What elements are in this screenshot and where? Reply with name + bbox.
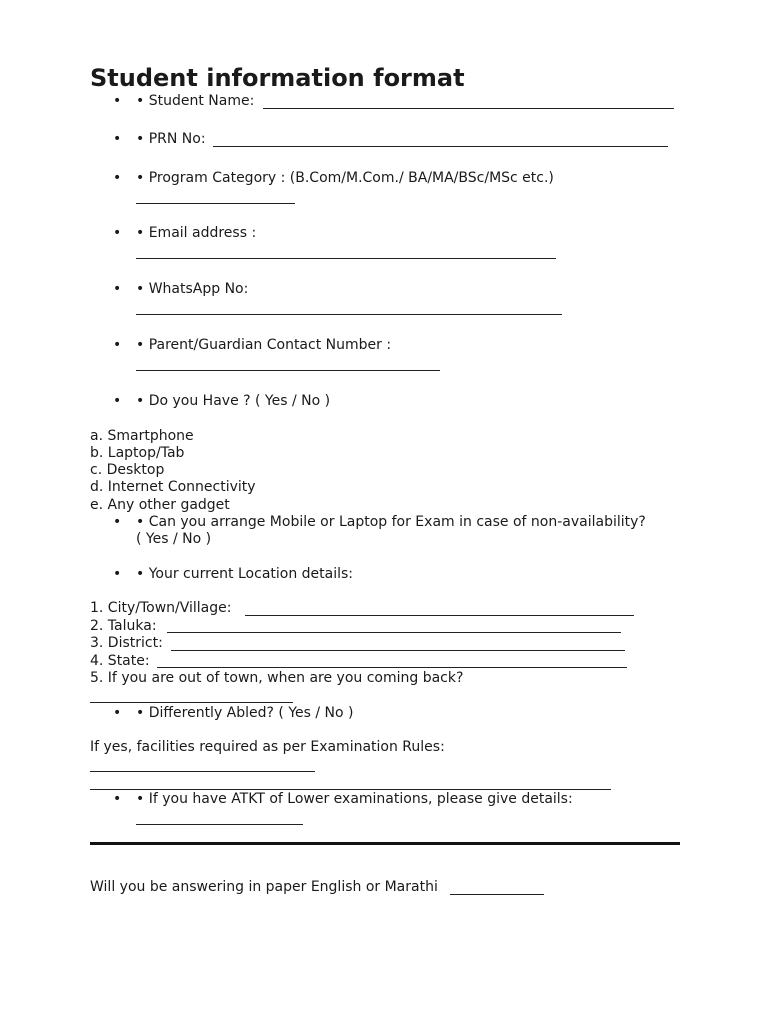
facilities-label: If yes, facilities required as per Examination Rules: [90, 739, 445, 755]
list-bullet: • [113, 337, 122, 353]
student-name-label: • Student Name: [136, 93, 255, 109]
taluka-field[interactable] [167, 632, 621, 633]
arrange-device-options: ( Yes / No ) [136, 531, 212, 547]
taluka-label: 2. Taluka: [90, 618, 157, 634]
atkt-field[interactable] [136, 824, 303, 825]
facilities-field[interactable] [90, 771, 315, 772]
return-date-field[interactable] [90, 702, 293, 703]
return-date-label: 5. If you are out of town, when are you coming back? [90, 670, 464, 686]
email-field[interactable] [136, 258, 556, 259]
district-field[interactable] [171, 650, 625, 651]
city-field[interactable] [245, 615, 634, 616]
do-you-have-label: • Do you Have ? ( Yes / No ) [136, 393, 331, 409]
state-field[interactable] [157, 667, 627, 668]
location-label: • Your current Location details: [136, 566, 354, 582]
whatsapp-label: • WhatsApp No: [136, 281, 249, 297]
list-bullet: • [113, 281, 122, 297]
city-label: 1. City/Town/Village: [90, 600, 232, 616]
list-bullet: • [113, 791, 122, 807]
email-label: • Email address : [136, 225, 257, 241]
horizontal-divider [90, 842, 680, 845]
parent-contact-field[interactable] [136, 370, 440, 371]
list-bullet: • [113, 705, 122, 721]
device-item: c. Desktop [90, 462, 165, 478]
prn-label: • PRN No: [136, 131, 206, 147]
device-item: e. Any other gadget [90, 497, 230, 513]
differently-abled-label: • Differently Abled? ( Yes / No ) [136, 705, 354, 721]
language-question-label: Will you be answering in paper English or Marathi [90, 879, 438, 895]
device-item: b. Laptop/Tab [90, 445, 185, 461]
list-bullet: • [113, 393, 122, 409]
list-bullet: • [113, 566, 122, 582]
arrange-device-label: • Can you arrange Mobile or Laptop for Exam in case of non-availability? [136, 514, 646, 530]
atkt-label: • If you have ATKT of Lower examinations, please give details: [136, 791, 573, 807]
program-category-label: • Program Category : (B.Com/M.Com./ BA/MA/BSc/MSc etc.) [136, 170, 554, 186]
page-title: Student information format [90, 64, 465, 92]
list-bullet: • [113, 131, 122, 147]
list-bullet: • [113, 514, 122, 530]
whatsapp-field[interactable] [136, 314, 562, 315]
parent-contact-label: • Parent/Guardian Contact Number : [136, 337, 392, 353]
device-item: d. Internet Connectivity [90, 479, 256, 495]
facilities-field-2[interactable] [90, 789, 611, 790]
list-bullet: • [113, 93, 122, 109]
list-bullet: • [113, 225, 122, 241]
prn-field[interactable] [213, 146, 668, 147]
district-label: 3. District: [90, 635, 163, 651]
program-category-field[interactable] [136, 203, 295, 204]
student-name-field[interactable] [263, 108, 674, 109]
language-field[interactable] [450, 894, 544, 895]
device-item: a. Smartphone [90, 428, 194, 444]
state-label: 4. State: [90, 653, 150, 669]
list-bullet: • [113, 170, 122, 186]
